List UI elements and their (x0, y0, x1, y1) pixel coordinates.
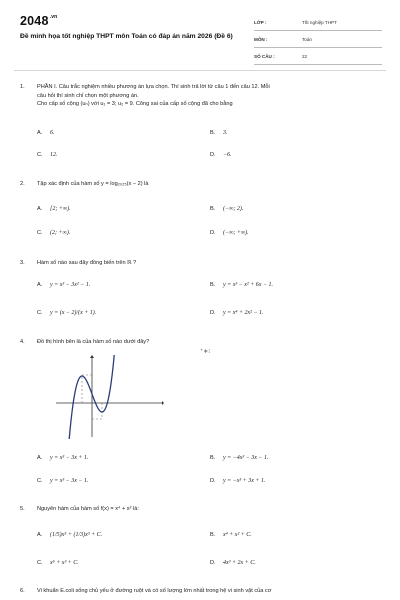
option-c[interactable] (37, 230, 70, 236)
question-text (37, 587, 382, 596)
option-text: 3. (223, 130, 228, 136)
meta-label: MÔN : (254, 37, 268, 42)
option-b[interactable] (210, 532, 252, 538)
option-a[interactable] (37, 455, 88, 461)
option-label: A. (37, 282, 43, 288)
option-label: A. (37, 455, 43, 461)
logo-suffix: .vn (49, 14, 58, 20)
question-line: câu hỏi thí sinh chỉ chọn một phương án. (37, 92, 139, 99)
question-line: Nguyên hàm của hàm số f(x) = x⁴ + x² là: (37, 506, 139, 512)
meta-value: 22 (302, 54, 308, 59)
option-label: A. (37, 130, 43, 136)
header-divider (14, 70, 386, 71)
site-logo[interactable] (20, 14, 57, 28)
meta-row-subject (254, 31, 382, 48)
option-text: (−∞; 2). (223, 206, 244, 212)
option-a[interactable] (37, 130, 55, 136)
option-label: D. (210, 230, 216, 236)
option-c[interactable] (37, 152, 58, 158)
question-line: Đồ thị hình bên là của hàm số nào dưới đây? (37, 339, 150, 345)
option-d[interactable] (210, 478, 265, 484)
meta-label: LỚP : (254, 20, 267, 25)
option-text: y = −4x³ − 3x − 1. (223, 455, 269, 461)
option-d[interactable] (210, 152, 232, 158)
option-label: B. (210, 532, 216, 538)
option-text: −6. (223, 152, 232, 158)
document-title: Đề minh họa tốt nghiệp THPT môn Toán có đáp án năm 2026 (Đề 6) (20, 33, 233, 40)
option-label: B. (210, 282, 216, 288)
option-text: 4x³ + 2x + C. (223, 560, 256, 566)
option-d[interactable] (210, 310, 264, 316)
option-text: y = x³ − x² + 6x − 1. (223, 282, 273, 288)
option-label: D. (210, 310, 216, 316)
option-text: (1/5)x⁵ + (1/3)x³ + C. (50, 532, 103, 538)
option-label: D. (210, 478, 216, 484)
option-text: y = x³ − 3x + 1. (50, 455, 89, 461)
option-text: y = x⁴ + 2x² − 1. (223, 310, 264, 316)
option-label: C. (37, 152, 43, 158)
option-label: C. (37, 230, 43, 236)
decorative-marks: ⁺∗⁝ (200, 349, 211, 355)
option-text: 6. (50, 130, 55, 136)
question-number: 2. (20, 181, 25, 187)
option-label: C. (37, 310, 43, 316)
question-number: 1. (20, 84, 25, 90)
x-axis-arrow (162, 401, 164, 405)
option-text: x⁵ + x³ + C. (50, 560, 79, 566)
option-text: (−∞; +∞). (223, 230, 249, 236)
worksheet-header (20, 10, 382, 62)
question-line: PHẦN I. Câu trắc nghiệm nhiều phương án lựa chọn. Thí sinh trả lời từ câu 1 đến câu 12. Mỗi (37, 84, 270, 90)
option-label: B. (210, 455, 216, 461)
option-text: y = −x³ + 3x + 1. (223, 478, 266, 484)
question-number: 3. (20, 260, 25, 266)
question-number: 5. (20, 506, 25, 512)
option-label: D. (210, 560, 216, 566)
question-line: Hàm số nào sau đây đồng biến trên ℝ ? (37, 260, 137, 266)
option-b[interactable] (210, 206, 243, 212)
option-a[interactable] (37, 532, 102, 538)
question-text (37, 259, 382, 268)
option-text: y = x³ − 3x − 1. (50, 478, 89, 484)
meta-label: SỐ CÂU : (254, 54, 275, 59)
option-label: A. (37, 206, 43, 212)
option-b[interactable] (210, 130, 228, 136)
option-a[interactable] (37, 282, 90, 288)
option-text: x⁴ + x² + C. (223, 532, 252, 538)
option-label: B. (210, 206, 216, 212)
option-c[interactable] (37, 478, 88, 484)
option-text: [2; +∞). (50, 206, 71, 212)
option-d[interactable] (210, 560, 256, 566)
option-c[interactable] (37, 560, 79, 566)
question-number: 4. (20, 339, 25, 345)
option-text: (2; +∞). (50, 230, 71, 236)
option-label: D. (210, 152, 216, 158)
option-label: C. (37, 560, 43, 566)
option-text: y = x³ − 3x² − 1. (50, 282, 91, 288)
question-text (37, 505, 382, 514)
option-d[interactable] (210, 230, 249, 236)
question-line: Tập xác định của hàm số y = log₂₀₂₅(x − 2) là (37, 181, 149, 187)
question-text (37, 338, 382, 347)
option-a[interactable] (37, 206, 71, 212)
option-b[interactable] (210, 455, 268, 461)
question-number: 6. (20, 588, 25, 594)
function-graph (54, 355, 164, 439)
meta-value: Toán (302, 37, 312, 42)
question-text (37, 83, 382, 109)
option-text: 12. (50, 152, 58, 158)
option-b[interactable] (210, 282, 273, 288)
y-axis-arrow (90, 355, 94, 358)
logo-text: 2048 (20, 14, 49, 28)
option-label: C. (37, 478, 43, 484)
option-label: A. (37, 532, 43, 538)
question-line: Cho cấp số cộng (uₙ) với u₁ = 3; u₂ = 9. Công sai của cấp số cộng đã cho bằng (37, 101, 233, 108)
meta-row-class (254, 14, 382, 31)
option-c[interactable] (37, 310, 96, 316)
question-line: Vi khuẩn E.coli sống chủ yếu ở đường ruột và có số lượng lớn nhất trong hệ vi sinh vật của cơ (37, 588, 272, 594)
option-label: B. (210, 130, 216, 136)
meta-value: Tốt nghiệp THPT (302, 20, 337, 25)
option-text: y = (x − 2)/(x + 1). (50, 310, 97, 316)
question-text (37, 180, 382, 189)
metadata-table (254, 14, 382, 65)
meta-row-count (254, 48, 382, 65)
